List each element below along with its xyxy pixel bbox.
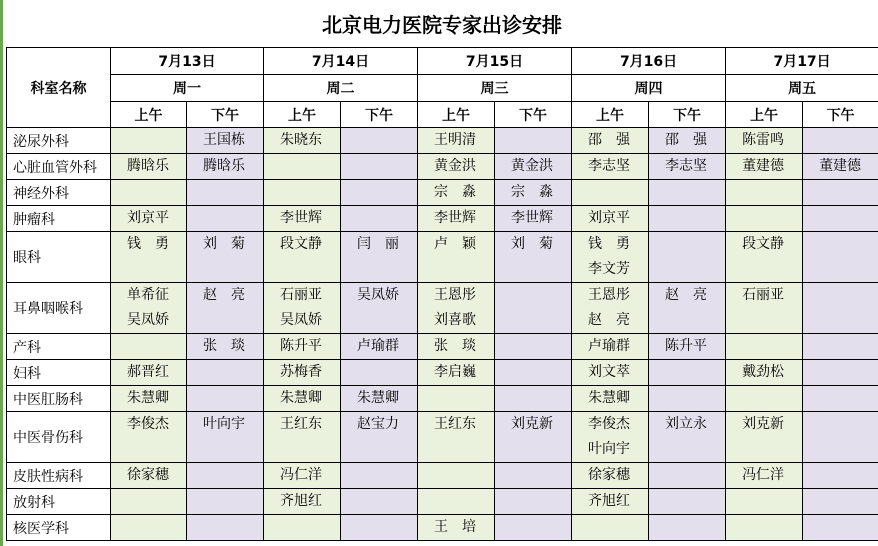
schedule-cell[interactable] <box>418 412 495 463</box>
schedule-cell[interactable] <box>572 154 649 180</box>
doctor-name: 段文静 <box>742 236 785 252</box>
doctor-name: 陈雷鸣 <box>742 132 785 148</box>
schedule-cell[interactable] <box>341 180 418 206</box>
table-row <box>7 463 878 489</box>
schedule-cell[interactable] <box>111 154 187 180</box>
schedule-cell[interactable] <box>264 386 341 412</box>
schedule-cell[interactable] <box>341 128 418 154</box>
schedule-cell[interactable] <box>726 386 803 412</box>
schedule-cell[interactable] <box>187 386 264 412</box>
schedule-cell[interactable] <box>418 463 495 489</box>
schedule-cell[interactable] <box>572 360 649 386</box>
schedule-cell[interactable] <box>495 386 572 412</box>
doctor-name: 刘克新 <box>511 416 554 432</box>
schedule-cell[interactable] <box>649 334 726 360</box>
schedule-cell[interactable] <box>572 206 649 232</box>
schedule-cell[interactable] <box>649 489 726 515</box>
doctor-name: 赵 亮 <box>203 287 245 303</box>
doctor-name: 张 琰 <box>203 338 245 354</box>
schedule-cell[interactable] <box>803 283 878 334</box>
doctor-name: 郝晋红 <box>127 364 169 380</box>
doctor-name: 李俊杰 <box>588 416 631 432</box>
date-header[interactable]: 7月16日 <box>572 48 726 75</box>
am-header[interactable]: 上午 <box>264 102 341 128</box>
schedule-cell[interactable] <box>726 154 803 180</box>
schedule-cell[interactable] <box>495 489 572 515</box>
schedule-cell[interactable] <box>649 515 726 541</box>
schedule-cell[interactable] <box>418 360 495 386</box>
schedule-cell[interactable] <box>649 128 726 154</box>
schedule-cell[interactable] <box>341 515 418 541</box>
table-row <box>7 283 878 334</box>
schedule-cell[interactable] <box>803 463 878 489</box>
schedule-cell[interactable] <box>187 283 264 334</box>
doctor-name: 李启巍 <box>434 364 477 380</box>
doctor-name: 吴凤娇 <box>127 312 169 328</box>
schedule-cell[interactable] <box>572 463 649 489</box>
schedule-cell[interactable] <box>418 154 495 180</box>
schedule-cell[interactable] <box>649 206 726 232</box>
schedule-cell[interactable] <box>572 386 649 412</box>
table-row <box>7 412 878 463</box>
doctor-name: 吴凤娇 <box>357 287 400 303</box>
doctor-name: 腾晗乐 <box>203 158 245 174</box>
schedule-cell[interactable] <box>495 128 572 154</box>
doctor-name: 腾晗乐 <box>127 158 169 174</box>
dept-cell[interactable]: 产科 <box>7 334 111 360</box>
am-header[interactable]: 上午 <box>572 102 649 128</box>
schedule-cell[interactable] <box>187 128 264 154</box>
dept-cell[interactable]: 耳鼻咽喉科 <box>7 283 111 334</box>
schedule-cell[interactable] <box>495 412 572 463</box>
doctor-name: 刘京平 <box>127 210 169 226</box>
schedule-cell[interactable] <box>264 128 341 154</box>
doctor-name: 王 培 <box>434 519 477 535</box>
dept-cell[interactable]: 肿瘤科 <box>7 206 111 232</box>
schedule-cell[interactable] <box>572 412 649 463</box>
schedule-cell[interactable] <box>572 128 649 154</box>
schedule-cell[interactable] <box>187 489 264 515</box>
schedule-cell[interactable] <box>418 386 495 412</box>
am-header[interactable]: 上午 <box>418 102 495 128</box>
doctor-name: 邵 强 <box>665 132 708 148</box>
schedule-cell[interactable] <box>803 386 878 412</box>
doctor-name: 赵 亮 <box>665 287 708 303</box>
pm-header[interactable]: 下午 <box>341 102 418 128</box>
doctor-name: 黄金洪 <box>434 158 477 174</box>
doctor-name: 石丽亚 <box>280 287 323 303</box>
schedule-cell[interactable] <box>264 360 341 386</box>
dept-cell[interactable]: 中医骨伤科 <box>7 412 111 463</box>
weekday-header[interactable]: 周三 <box>418 75 572 102</box>
doctor-name: 李世辉 <box>511 210 554 226</box>
doctor-name: 齐旭红 <box>280 493 323 509</box>
schedule-cell[interactable] <box>803 334 878 360</box>
schedule-cell[interactable] <box>111 360 187 386</box>
schedule-cell[interactable] <box>803 206 878 232</box>
doctor-name: 朱晓东 <box>280 132 323 148</box>
doctor-name: 王国栋 <box>203 132 245 148</box>
doctor-name: 王恩彤 <box>588 287 631 303</box>
doctor-name: 戴劲松 <box>742 364 785 380</box>
date-header[interactable]: 7月14日 <box>264 48 418 75</box>
table-row <box>7 128 878 154</box>
doctor-name: 卢瑜群 <box>357 338 400 354</box>
schedule-cell[interactable] <box>495 360 572 386</box>
pm-header[interactable]: 下午 <box>803 102 878 128</box>
doctor-name: 叶向宇 <box>203 416 245 432</box>
doctor-name: 卢瑜群 <box>588 338 631 354</box>
schedule-cell[interactable] <box>495 154 572 180</box>
table-row <box>7 515 878 541</box>
schedule-cell[interactable] <box>495 334 572 360</box>
schedule-cell[interactable] <box>187 334 264 360</box>
doctor-name: 叶向宇 <box>588 441 631 457</box>
doctor-name: 齐旭红 <box>588 493 631 509</box>
schedule-cell[interactable] <box>187 412 264 463</box>
schedule-cell[interactable] <box>187 206 264 232</box>
schedule-cell[interactable] <box>111 283 187 334</box>
schedule-cell[interactable] <box>572 180 649 206</box>
schedule-cell[interactable] <box>803 412 878 463</box>
schedule-cell[interactable] <box>187 154 264 180</box>
doctor-name: 董建德 <box>819 158 862 174</box>
doctor-name: 刘 菊 <box>203 236 245 252</box>
doctor-name: 朱慧卿 <box>280 390 323 406</box>
schedule-cell[interactable] <box>264 489 341 515</box>
schedule-cell[interactable] <box>264 283 341 334</box>
doctor-name: 王明清 <box>434 132 477 148</box>
doctor-name: 王红东 <box>280 416 323 432</box>
schedule-cell[interactable] <box>495 206 572 232</box>
schedule-cell[interactable] <box>726 489 803 515</box>
schedule-cell[interactable] <box>495 463 572 489</box>
schedule-cell[interactable] <box>418 128 495 154</box>
table-row <box>7 206 878 232</box>
schedule-cell[interactable] <box>264 154 341 180</box>
date-header[interactable]: 7月15日 <box>418 48 572 75</box>
doctor-name: 李俊杰 <box>127 416 169 432</box>
schedule-cell[interactable] <box>495 515 572 541</box>
schedule-cell[interactable] <box>264 463 341 489</box>
schedule-table <box>6 47 878 541</box>
doctor-name: 徐家穗 <box>588 467 631 483</box>
doctor-name: 陈升平 <box>280 338 323 354</box>
schedule-cell[interactable] <box>726 206 803 232</box>
schedule-cell[interactable] <box>418 489 495 515</box>
doctor-name: 刘喜歌 <box>434 312 477 328</box>
schedule-cell[interactable] <box>803 360 878 386</box>
schedule-cell[interactable] <box>803 489 878 515</box>
schedule-cell[interactable] <box>418 334 495 360</box>
schedule-cell[interactable] <box>572 283 649 334</box>
table-row <box>7 334 878 360</box>
schedule-cell[interactable] <box>803 232 878 283</box>
table-row <box>7 232 878 283</box>
table-row <box>7 154 878 180</box>
schedule-cell[interactable] <box>264 334 341 360</box>
schedule-cell[interactable] <box>726 283 803 334</box>
doctor-name: 董建德 <box>742 158 785 174</box>
table-row <box>7 386 878 412</box>
schedule-cell[interactable] <box>418 232 495 283</box>
schedule-cell[interactable] <box>264 180 341 206</box>
schedule-cell[interactable] <box>572 489 649 515</box>
dept-cell[interactable]: 心脏血管外科 <box>7 154 111 180</box>
doctor-name: 刘立永 <box>665 416 708 432</box>
schedule-cell[interactable] <box>264 412 341 463</box>
schedule-cell[interactable] <box>341 386 418 412</box>
doctor-name: 刘 菊 <box>511 236 554 252</box>
schedule-cell[interactable] <box>187 515 264 541</box>
schedule-cell[interactable] <box>341 206 418 232</box>
doctor-name: 钱 勇 <box>588 236 631 252</box>
am-header[interactable]: 上午 <box>726 102 803 128</box>
schedule-cell[interactable] <box>726 360 803 386</box>
schedule-cell[interactable] <box>803 180 878 206</box>
doctor-name: 单希征 <box>127 287 169 303</box>
dept-cell[interactable]: 神经外科 <box>7 180 111 206</box>
doctor-name: 赵宝力 <box>357 416 400 432</box>
doctor-name: 李世辉 <box>434 210 477 226</box>
weekday-header[interactable]: 周五 <box>726 75 878 102</box>
doctor-name: 赵 亮 <box>588 312 631 328</box>
schedule-cell[interactable] <box>803 515 878 541</box>
schedule-cell[interactable] <box>803 154 878 180</box>
schedule-cell[interactable] <box>649 360 726 386</box>
doctor-name: 钱 勇 <box>127 236 169 252</box>
schedule-cell[interactable] <box>495 180 572 206</box>
schedule-cell[interactable] <box>187 360 264 386</box>
doctor-name: 黄金洪 <box>511 158 554 174</box>
dept-cell[interactable]: 妇科 <box>7 360 111 386</box>
schedule-cell[interactable] <box>111 128 187 154</box>
doctor-name: 冯仁洋 <box>280 467 323 483</box>
schedule-cell[interactable] <box>187 232 264 283</box>
schedule-cell[interactable] <box>341 334 418 360</box>
schedule-cell[interactable] <box>649 154 726 180</box>
schedule-cell[interactable] <box>187 180 264 206</box>
doctor-name: 王恩彤 <box>434 287 477 303</box>
table-row <box>7 360 878 386</box>
schedule-cell[interactable] <box>341 232 418 283</box>
schedule-cell[interactable] <box>264 206 341 232</box>
date-header[interactable]: 7月17日 <box>726 48 878 75</box>
doctor-name: 朱慧卿 <box>357 390 400 406</box>
schedule-cell[interactable] <box>264 232 341 283</box>
dept-header[interactable]: 科室名称 <box>7 48 111 128</box>
schedule-cell[interactable] <box>649 232 726 283</box>
doctor-name: 刘文萃 <box>588 364 631 380</box>
doctor-name: 刘克新 <box>742 416 785 432</box>
schedule-cell[interactable] <box>111 515 187 541</box>
doctor-name: 宗 淼 <box>434 184 477 200</box>
doctor-name: 闫 丽 <box>357 236 400 252</box>
schedule-cell[interactable] <box>649 463 726 489</box>
schedule-cell[interactable] <box>572 334 649 360</box>
schedule-cell[interactable] <box>495 283 572 334</box>
schedule-cell[interactable] <box>187 463 264 489</box>
dept-cell[interactable]: 泌尿外科 <box>7 128 111 154</box>
dept-cell[interactable]: 眼科 <box>7 232 111 283</box>
schedule-cell[interactable] <box>649 283 726 334</box>
schedule-cell[interactable] <box>111 489 187 515</box>
dept-cell[interactable]: 皮肤性病科 <box>7 463 111 489</box>
schedule-cell[interactable] <box>111 463 187 489</box>
doctor-name: 王红东 <box>434 416 477 432</box>
schedule-cell[interactable] <box>341 360 418 386</box>
doctor-name: 李志坚 <box>665 158 708 174</box>
doctor-name: 卢 颖 <box>434 236 477 252</box>
doctor-name: 刘京平 <box>588 210 631 226</box>
schedule-cell[interactable] <box>649 180 726 206</box>
schedule-cell[interactable] <box>726 334 803 360</box>
schedule-cell[interactable] <box>341 412 418 463</box>
doctor-name: 李志坚 <box>588 158 631 174</box>
doctor-name: 苏梅香 <box>280 364 323 380</box>
doctor-name: 陈升平 <box>665 338 708 354</box>
schedule-cell[interactable] <box>418 515 495 541</box>
schedule-cell[interactable] <box>111 232 187 283</box>
schedule-cell[interactable] <box>726 180 803 206</box>
schedule-cell[interactable] <box>341 154 418 180</box>
dept-cell[interactable]: 核医学科 <box>7 515 111 541</box>
schedule-cell[interactable] <box>649 386 726 412</box>
pm-header[interactable]: 下午 <box>187 102 264 128</box>
doctor-name: 段文静 <box>280 236 323 252</box>
schedule-cell[interactable] <box>726 463 803 489</box>
doctor-name: 李世辉 <box>280 210 323 226</box>
schedule-cell[interactable] <box>418 283 495 334</box>
schedule-cell[interactable] <box>572 232 649 283</box>
schedule-cell[interactable] <box>649 412 726 463</box>
weekday-header[interactable]: 周二 <box>264 75 418 102</box>
doctor-name: 朱慧卿 <box>127 390 169 406</box>
schedule-cell[interactable] <box>111 180 187 206</box>
table-row <box>7 489 878 515</box>
dept-cell[interactable]: 中医肛肠科 <box>7 386 111 412</box>
schedule-cell[interactable] <box>418 180 495 206</box>
schedule-cell[interactable] <box>726 128 803 154</box>
sheet-title: 北京电力医院专家出诊安排 <box>6 0 878 48</box>
weekday-header[interactable]: 周四 <box>572 75 726 102</box>
doctor-name: 冯仁洋 <box>742 467 785 483</box>
schedule-cell[interactable] <box>341 283 418 334</box>
doctor-name: 徐家穗 <box>127 467 169 483</box>
schedule-cell[interactable] <box>572 515 649 541</box>
doctor-name: 邵 强 <box>588 132 631 148</box>
schedule-cell[interactable] <box>726 412 803 463</box>
doctor-name: 石丽亚 <box>742 287 785 303</box>
schedule-cell[interactable] <box>111 386 187 412</box>
schedule-cell[interactable] <box>341 463 418 489</box>
pm-header[interactable]: 下午 <box>649 102 726 128</box>
doctor-name: 宗 淼 <box>511 184 554 200</box>
schedule-cell[interactable] <box>803 128 878 154</box>
schedule-cell[interactable] <box>111 334 187 360</box>
weekday-header[interactable]: 周一 <box>111 75 264 102</box>
dept-cell[interactable]: 放射科 <box>7 489 111 515</box>
schedule-cell[interactable] <box>111 206 187 232</box>
table-row <box>7 180 878 206</box>
doctor-name: 李文芳 <box>588 261 631 277</box>
schedule-cell[interactable] <box>726 232 803 283</box>
am-header[interactable]: 上午 <box>111 102 187 128</box>
schedule-cell[interactable] <box>418 206 495 232</box>
doctor-name: 张 琰 <box>434 338 477 354</box>
schedule-cell[interactable] <box>341 489 418 515</box>
doctor-name: 吴凤娇 <box>280 312 323 328</box>
schedule-cell[interactable] <box>726 515 803 541</box>
schedule-cell[interactable] <box>111 412 187 463</box>
pm-header[interactable]: 下午 <box>495 102 572 128</box>
schedule-cell[interactable] <box>264 515 341 541</box>
date-header[interactable]: 7月13日 <box>111 48 264 75</box>
doctor-name: 朱慧卿 <box>588 390 631 406</box>
schedule-cell[interactable] <box>495 232 572 283</box>
